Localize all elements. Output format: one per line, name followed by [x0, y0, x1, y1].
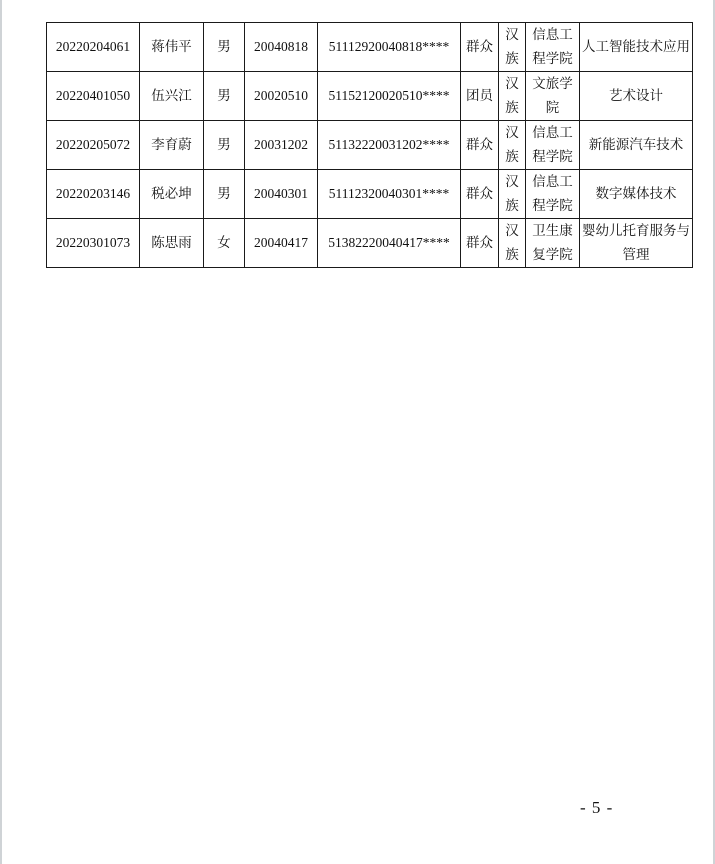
id-card-cell: 51132220031202****	[318, 121, 461, 170]
id-card-cell: 51112320040301****	[318, 170, 461, 219]
political-status-cell: 群众	[461, 170, 499, 219]
major-cell: 人工智能技术应用	[580, 23, 693, 72]
ethnicity-cell: 汉族	[499, 219, 526, 268]
table-row	[47, 23, 693, 72]
student-id-cell: 20220301073	[47, 219, 140, 268]
birthdate-cell: 20040301	[245, 170, 318, 219]
birthdate-cell: 20040818	[245, 23, 318, 72]
birthdate-cell: 20020510	[245, 72, 318, 121]
gender-cell: 男	[204, 170, 245, 219]
name-cell: 蒋伟平	[140, 23, 204, 72]
table-row	[47, 72, 693, 121]
ethnicity-cell: 汉族	[499, 170, 526, 219]
major-cell: 婴幼儿托育服务与管理	[580, 219, 693, 268]
college-cell: 信息工程学院	[526, 23, 580, 72]
birthdate-cell: 20031202	[245, 121, 318, 170]
college-cell: 信息工程学院	[526, 170, 580, 219]
gender-cell: 男	[204, 23, 245, 72]
student-id-cell: 20220203146	[47, 170, 140, 219]
id-card-cell: 51112920040818****	[318, 23, 461, 72]
table-row	[47, 170, 693, 219]
major-cell: 数字媒体技术	[580, 170, 693, 219]
student-id-cell: 20220205072	[47, 121, 140, 170]
page-number: - 5 -	[580, 798, 614, 817]
id-card-cell: 51152120020510****	[318, 72, 461, 121]
ethnicity-cell: 汉族	[499, 23, 526, 72]
table-row	[47, 121, 693, 170]
major-cell: 新能源汽车技术	[580, 121, 693, 170]
college-cell: 文旅学院	[526, 72, 580, 121]
political-status-cell: 群众	[461, 121, 499, 170]
name-cell: 税必坤	[140, 170, 204, 219]
name-cell: 李育蔚	[140, 121, 204, 170]
political-status-cell: 团员	[461, 72, 499, 121]
birthdate-cell: 20040417	[245, 219, 318, 268]
college-cell: 卫生康复学院	[526, 219, 580, 268]
student-id-cell: 20220204061	[47, 23, 140, 72]
student-id-cell: 20220401050	[47, 72, 140, 121]
political-status-cell: 群众	[461, 219, 499, 268]
student-roster-table	[46, 22, 693, 268]
gender-cell: 男	[204, 121, 245, 170]
id-card-cell: 51382220040417****	[318, 219, 461, 268]
college-cell: 信息工程学院	[526, 121, 580, 170]
ethnicity-cell: 汉族	[499, 121, 526, 170]
gender-cell: 女	[204, 219, 245, 268]
table-row	[47, 219, 693, 268]
ethnicity-cell: 汉族	[499, 72, 526, 121]
major-cell: 艺术设计	[580, 72, 693, 121]
name-cell: 陈思雨	[140, 219, 204, 268]
page-left-edge	[0, 0, 2, 864]
name-cell: 伍兴江	[140, 72, 204, 121]
political-status-cell: 群众	[461, 23, 499, 72]
gender-cell: 男	[204, 72, 245, 121]
